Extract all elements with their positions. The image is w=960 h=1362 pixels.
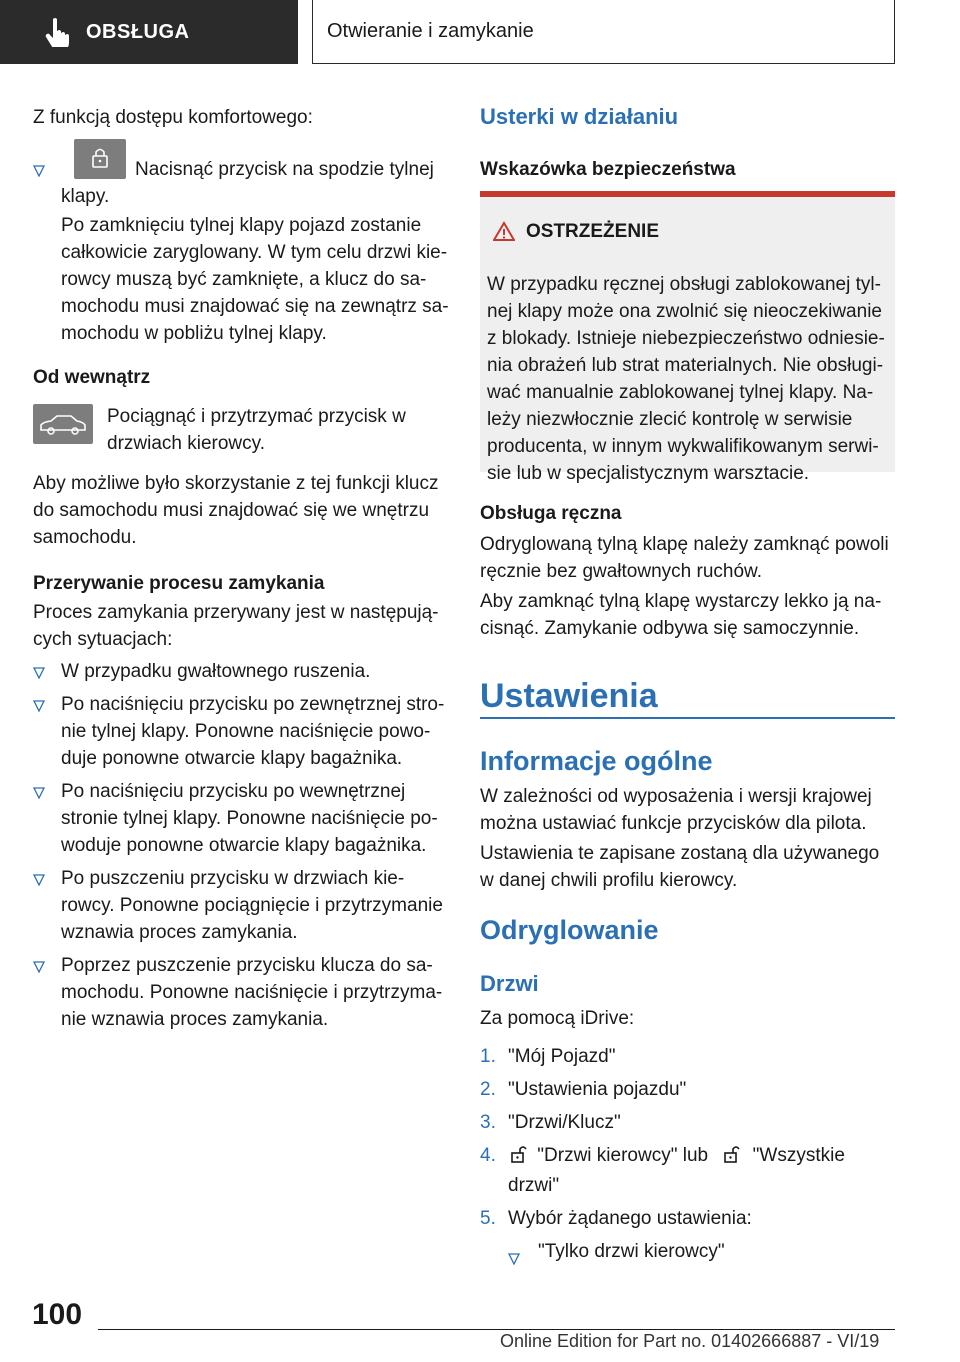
list-item bbox=[33, 865, 449, 946]
list-item-text: Po naciśnięciu przycisku po wewnętrznej stronie tylnej klapy. Ponowne naciśnięcie po-woduje ponowne otwarcie klapy bagażnika. bbox=[61, 781, 438, 856]
list-item bbox=[33, 952, 449, 1033]
manual-paragraph-2: Aby zamknąć tylną klapę wystarczy lekko ją na-cisnąć. Zamykanie odbywa się samoczynnie. bbox=[480, 591, 882, 639]
unlock-icon bbox=[508, 1144, 532, 1172]
bullet-triangle-icon bbox=[33, 164, 45, 182]
bullet-triangle-icon bbox=[33, 960, 45, 978]
interrupt-heading: Przerywanie procesu zamykania bbox=[33, 573, 325, 594]
warning-text: W przypadku ręcznej obsługi zablokowanej tyl-nej klapy może ona zwolnić się nieoczekiwanie z blokady. Istnieje niebezpieczeństwo odniesie-nia obrażeń lub strat materialnych. Nie obsługi-wać manualnie zablokowanej tylnej klapy. Na-leży niezwłocznie zlecić kontrolę w serwisie producenta, w innym wykwalifikowanym serwi-sie lub w specjalistycznym warsztacie. bbox=[487, 274, 885, 484]
footer-divider bbox=[98, 1329, 895, 1330]
step-text: drzwi" bbox=[508, 1175, 560, 1196]
list-item bbox=[480, 1205, 895, 1232]
general-paragraph-1: W zależności od wyposażenia i wersji krajowej można ustawiać funkcje przycisków dla pilota. bbox=[480, 786, 872, 834]
warning-triangle-icon bbox=[493, 221, 515, 246]
interrupt-intro: Proces zamykania przerywany jest w następują-cych sytuacjach: bbox=[33, 602, 439, 650]
list-item bbox=[480, 1109, 895, 1136]
footer-edition: Online Edition for Part no. 01402666887 - VI/19 bbox=[500, 1331, 880, 1351]
car-tailgate-icon bbox=[33, 404, 93, 444]
bullet-triangle-icon bbox=[33, 873, 45, 891]
hand-pointer-icon bbox=[38, 12, 78, 52]
malfunction-heading: Usterki w działaniu bbox=[480, 104, 679, 129]
step-text: Wybór żądanego ustawienia: bbox=[508, 1208, 752, 1229]
tailgate-lock-button-image bbox=[74, 139, 134, 179]
header-section-label: OBSŁUGA bbox=[86, 20, 190, 43]
list-item bbox=[480, 1238, 895, 1265]
list-item bbox=[33, 691, 449, 772]
idrive-steps bbox=[480, 1043, 895, 1265]
list-item-text: W przypadku gwałtownego ruszenia. bbox=[61, 661, 371, 682]
step-text: "Drzwi kierowcy" lub bbox=[537, 1145, 709, 1166]
step-number: 5. bbox=[480, 1208, 496, 1229]
bullet-triangle-icon bbox=[33, 666, 45, 684]
idrive-intro: Za pomocą iDrive: bbox=[480, 1008, 635, 1029]
inside-text: Pociągnąć i przytrzymać przycisk w drzwiach kierowcy. bbox=[107, 406, 406, 454]
general-paragraph-2: Ustawienia te zapisane zostaną dla używanego w danej chwili profilu kierowcy. bbox=[480, 843, 880, 891]
bullet-triangle-icon bbox=[508, 1246, 520, 1273]
interrupt-list bbox=[33, 658, 449, 1033]
bullet1-line-a: Nacisnąć przycisk na spodzie tylnej bbox=[135, 159, 434, 180]
list-item-text: Po naciśnięciu przycisku po zewnętrznej stro-nie tylnej klapy. Ponowne naciśnięcie powo-duje ponowne otwarcie klapy bagażnika. bbox=[61, 694, 445, 769]
step-text: "Tylko drzwi kierowcy" bbox=[538, 1241, 725, 1262]
unlock-heading: Odryglowanie bbox=[480, 915, 659, 945]
bullet-triangle-icon bbox=[33, 786, 45, 804]
step-number: 2. bbox=[480, 1079, 496, 1100]
safety-heading: Wskazówka bezpieczeństwa bbox=[480, 159, 736, 180]
bullet1-line-b: klapy. bbox=[61, 186, 110, 207]
header-section-tab bbox=[0, 0, 298, 64]
key-note-text: Aby możliwe było skorzystanie z tej funkcji klucz do samochodu musi znajdować się we wnętrzu samochodu. bbox=[33, 473, 439, 548]
bullet1-paragraph: Po zamknięciu tylnej klapy pojazd zostanie całkowicie zaryglowany. W tym celu drzwi kie-rowcy muszą być zamknięte, a klucz do sa-mochodu musi znajdować się na zewnątrz sa-mochodu w pobliżu tylnej klapy. bbox=[61, 215, 449, 344]
lock-icon bbox=[74, 139, 126, 179]
settings-divider bbox=[480, 717, 895, 719]
warning-title: OSTRZEŻENIE bbox=[526, 221, 660, 242]
doors-heading: Drzwi bbox=[480, 971, 539, 996]
step-text: "Mój Pojazd" bbox=[508, 1046, 616, 1067]
manual-heading: Obsługa ręczna bbox=[480, 503, 622, 524]
warning-box bbox=[480, 191, 895, 484]
list-item bbox=[480, 1076, 895, 1103]
driver-door-button-image bbox=[33, 404, 93, 444]
intro-text: Z funkcją dostępu komfortowego: bbox=[33, 107, 313, 128]
bullet-triangle-icon bbox=[33, 699, 45, 717]
list-item bbox=[33, 778, 449, 859]
list-item-text: Po puszczeniu przycisku w drzwiach kie-rowcy. Ponowne pociągnięcie i przytrzymanie wznawia proces zamykania. bbox=[61, 868, 443, 943]
general-heading: Informacje ogólne bbox=[480, 746, 713, 776]
step-number: 3. bbox=[480, 1112, 496, 1133]
step-number: 1. bbox=[480, 1046, 496, 1067]
page-number: 100 bbox=[32, 1298, 83, 1331]
list-item bbox=[480, 1142, 895, 1199]
settings-heading: Ustawienia bbox=[480, 677, 658, 715]
list-item-text: Poprzez puszczenie przycisku klucza do sa-mochodu. Ponowne naciśnięcie i przytrzyma-nie wznawia proces zamykania. bbox=[61, 955, 443, 1030]
header-chapter-label: Otwieranie i zamykanie bbox=[327, 20, 534, 42]
header-chapter-tab bbox=[312, 0, 895, 64]
step-text: "Drzwi/Klucz" bbox=[508, 1112, 621, 1133]
list-item bbox=[33, 658, 449, 685]
list-item bbox=[480, 1043, 895, 1070]
manual-paragraph-1: Odryglowaną tylną klapę należy zamknąć powoli ręcznie bez gwałtownych ruchów. bbox=[480, 534, 889, 582]
step-number: 4. bbox=[480, 1145, 496, 1166]
step-text: "Ustawienia pojazdu" bbox=[508, 1079, 687, 1100]
step-text: "Wszystkie bbox=[752, 1145, 845, 1166]
unlock-icon bbox=[721, 1144, 747, 1172]
inside-heading: Od wewnątrz bbox=[33, 367, 151, 388]
